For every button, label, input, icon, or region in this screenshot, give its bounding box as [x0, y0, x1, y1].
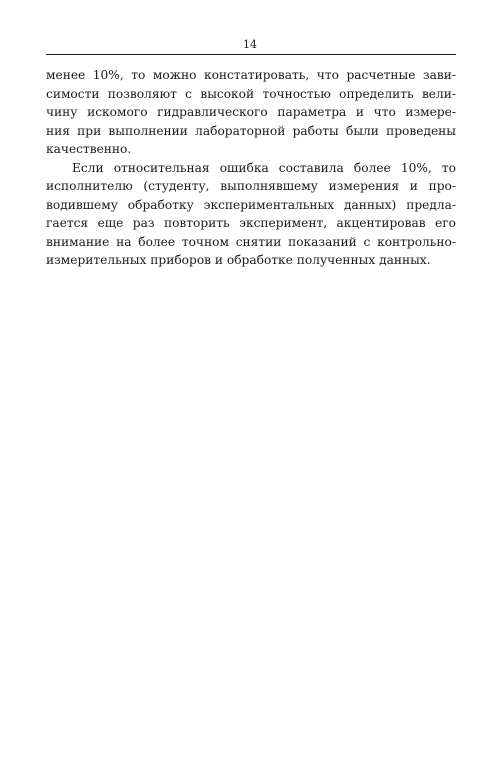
paragraph-2 [46, 159, 456, 270]
paragraph-line: Если относительная ошибка составила более 10%, то [72, 160, 456, 175]
paragraph-line: измерительных приборов и обработке полученных данных. [46, 253, 431, 267]
paragraph-line: исполнителю (студенту, выполнявшему измерения и про- [46, 179, 456, 193]
paragraph-line: симости позволяют с высокой точностью определить вели- [46, 86, 456, 101]
paragraph-line: чину искомого гидравлического параметра и что измере- [46, 105, 456, 119]
paragraph-1 [46, 66, 456, 159]
page-number: 14 [243, 38, 257, 51]
paragraph-line: качественно. [46, 142, 132, 156]
paragraph-line: гается еще раз повторить эксперимент, акцентировав его [46, 216, 456, 230]
body-text [46, 66, 456, 270]
header-rule [46, 54, 456, 55]
paragraph-line: внимание на более точном снятии показаний с контрольно- [46, 234, 456, 249]
paragraph-line: водившему обработку экспериментальных данных) предла- [46, 197, 456, 212]
paragraph-line: менее 10%, то можно констатировать, что расчетные зави- [46, 68, 456, 82]
paragraph-line: ния при выполнении лабораторной работы были проведены [46, 123, 456, 138]
